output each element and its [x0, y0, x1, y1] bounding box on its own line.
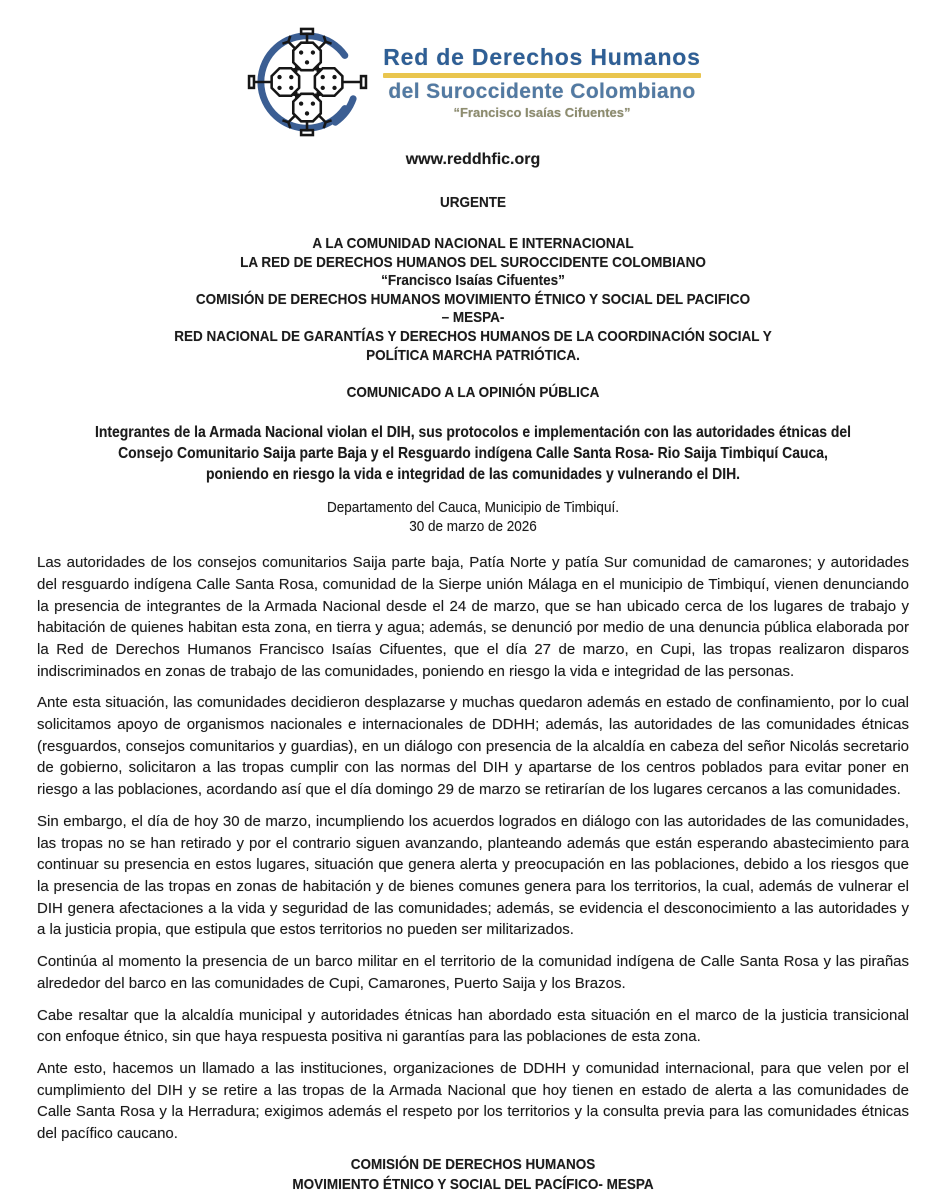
organization-emblem-icon	[245, 26, 371, 138]
dateline-date: 30 de marzo de 2026	[409, 518, 537, 536]
paragraph: Las autoridades de los consejos comunitarios Saija parte baja, Patía Norte y patía Sur comunidad de camarones; y autoridades del resguardo indígena Calle Santa Rosa, comunidad de la Sierpe unión Málaga en el municipio de Timbiquí, vienen denunciando la presencia de integrantes de la Armada Nacional desde el 24 de marzo, que se han ubicado cerca de los lugares de trabajo y habitación de quienes habitan esta zona, en tierra y agua; además, se denunció por medio de una denuncia pública elaborada por la Red de Derechos Humanos Francisco Isaías Cifuentes, que el día 27 de marzo, en Cupi, las tropas realizaron disparos indiscriminados en zonas de trabajo de las comunidades, poniendo en riesgo la vida e integridad de las personas.	[37, 554, 909, 680]
urgent-label: URGENTE	[439, 194, 507, 211]
logo	[0, 26, 946, 138]
paragraph: Continúa al momento la presencia de un barco militar en el territorio de la comunidad indígena de Calle Santa Rosa y las pirañas alrededor del barco en las comunidades de Cupi, Camarones, Puerto Saija y los Brazos.	[37, 953, 909, 992]
address-line: POLÍTICA MARCHA PATRIÓTICA.	[366, 346, 580, 364]
paragraph: Sin embargo, el día de hoy 30 de marzo, incumpliendo los acuerdos logrados en diálogo con las autoridades de las comunidades, las tropas no se han retirado y por el contrario siguen avanzando, planteando además que están esperando abastecimiento para continuar su presencia en estos lugares, situación que genera alerta y preocupación en las poblaciones, debido a los riesgos que la presencia de las tropas en zonas de habitación y de bienes comunes genera para los territorios, la cual, además de vulnerar el DIH genera afectaciones a la vida y seguridad de las comunidades; además, se evidencia el desconocimiento a las autoridades y a la justicia propia, que estipula que estos territorios no pueden ser militarizados.	[37, 812, 909, 939]
address-line: A LA COMUNIDAD NACIONAL E INTERNACIONAL	[312, 235, 634, 252]
dateline	[47, 498, 898, 536]
signature-line-2: MOVIMIENTO ÉTNICO Y SOCIAL DEL PACÍFICO- MESPA	[292, 1175, 654, 1193]
signature-line-1: COMISIÓN DE DERECHOS HUMANOS	[350, 1155, 596, 1173]
address-line: LA RED DE DERECHOS HUMANOS DEL SUROCCIDENTE COLOMBIANO	[240, 253, 706, 271]
address-line: RED NACIONAL DE GARANTÍAS Y DERECHOS HUMANOS DE LA COORDINACIÓN SOCIAL Y	[174, 327, 772, 345]
comunicado-title: COMUNICADO A LA OPINIÓN PÚBLICA	[346, 384, 600, 402]
paragraph: Ante esto, hacemos un llamado a las instituciones, organizaciones de DDHH y comunidad internacional, para que velen por el cumplimiento del DIH y se retire a las tropas de la Armada Nacional que hoy tienen en estado de alerta a las comunidades de Calle Santa Rosa y la Herradura; exigimos además el respeto por los territorios y la consulta previa para las comunidades étnicas del pacífico caucano.	[37, 1059, 909, 1143]
logo-title: Red de Derechos Humanos	[383, 44, 701, 70]
address-block	[47, 235, 898, 365]
paragraph: Ante esta situación, las comunidades decidieron desplazarse y muchas quedaron además en estado de confinamiento, por lo cual solicitamos apoyo de organismos nacionales e internacionales de DDHH; además, las autoridades de las comunidades étnicas (resguardos, consejos comunitarios y guardias), en un diálogo con presencia de la alcaldía en cabeza del señor Nicolás secretario de gobierno, solicitaron a las tropas cumplir con las normas del DIH y apartarse de los centros poblados para evitar poner en riesgo a las poblaciones, acordando así que el día domingo 29 de marzo se retirarían de los lugares cercanos a las comunidades.	[37, 694, 909, 799]
website-url: www.reddhfic.org	[405, 151, 541, 168]
logo-gold-bar	[383, 73, 700, 78]
subject-paragraph: Integrantes de la Armada Nacional violan el DIH, sus protocolos e implementación con las autoridades étnicas del Consejo Comunitario Saija parte Baja y el Resguardo indígena Calle Santa Rosa- Rio Saija Timbiquí Cauca, poniendo en riesgo la vida e integridad de las comunidades y vulnerando el DIH.	[94, 424, 852, 484]
logo-quote: “Francisco Isaías Cifuentes”	[453, 105, 631, 120]
logo-subtitle: del Suroccidente Colombiano	[388, 80, 696, 103]
dateline-place: Departamento del Cauca, Municipio de Timbiquí.	[327, 499, 619, 517]
paragraph: Cabe resaltar que la alcaldía municipal y autoridades étnicas han abordado esta situación en el marco de la justicia transicional con enfoque étnico, sin que haya respuesta positiva ni garantías para las poblaciones de esta zona.	[37, 1006, 909, 1046]
address-line: COMISIÓN DE DERECHOS HUMANOS MOVIMIENTO ÉTNICO Y SOCIAL DEL PACIFICO	[195, 290, 751, 308]
body-paragraphs	[37, 552, 909, 1145]
signature-block	[47, 1155, 898, 1195]
address-line: – MESPA-	[441, 309, 505, 327]
logo-text	[383, 44, 700, 120]
address-line: “Francisco Isaías Cifuentes”	[381, 272, 565, 290]
